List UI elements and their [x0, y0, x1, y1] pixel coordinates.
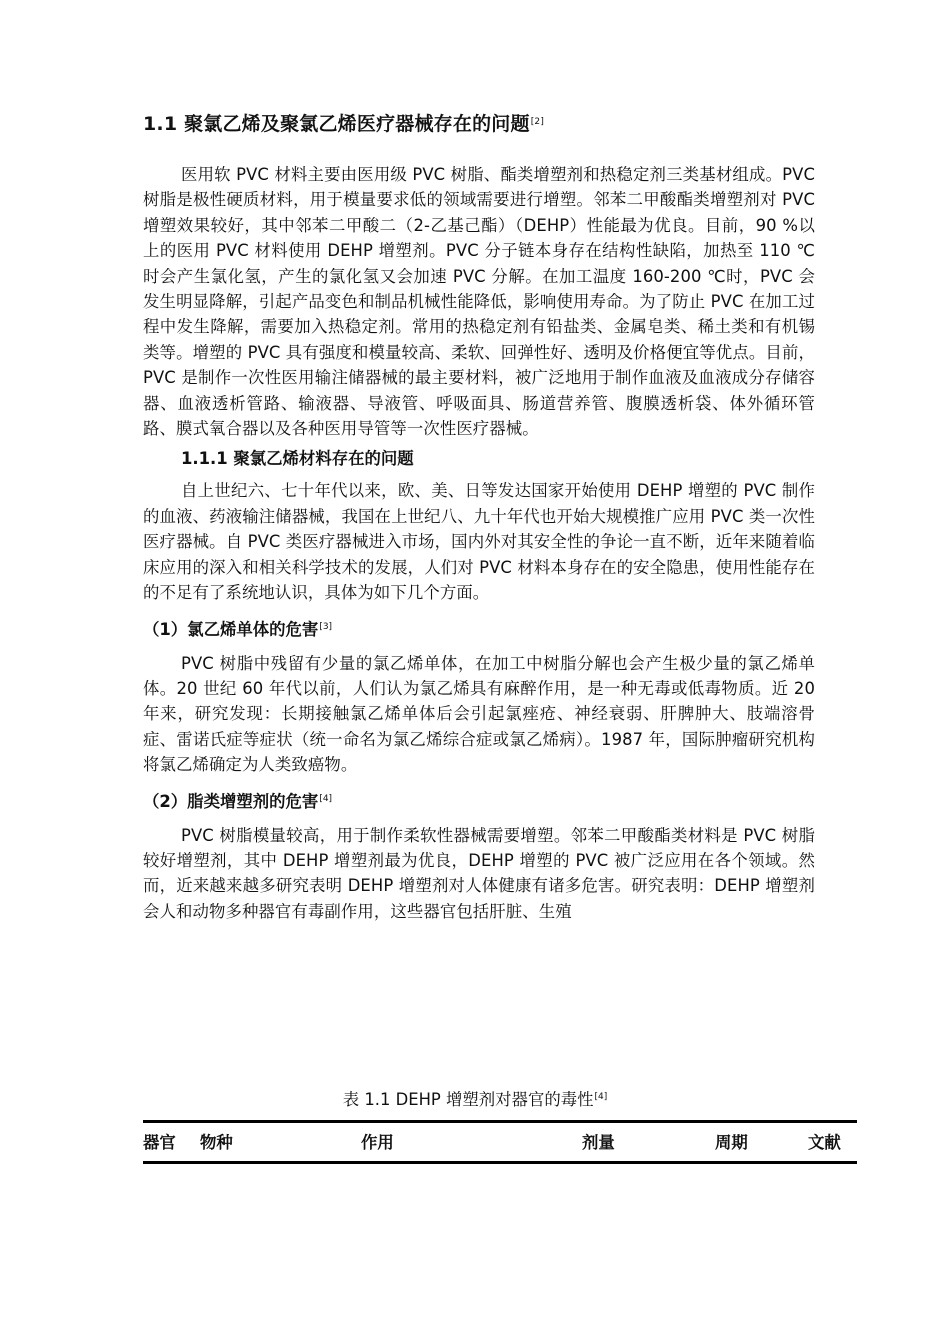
- caption-text: 表 1.1 DEHP 增塑剂对器官的毒性: [342, 1090, 594, 1109]
- section-title: 1.1 聚氯乙烯及聚氯乙烯医疗器械存在的问题: [143, 113, 530, 135]
- column-header: 作用: [361, 1133, 394, 1152]
- column-header: 剂量: [582, 1133, 615, 1152]
- column-header: 器官: [143, 1133, 176, 1152]
- document-body: [143, 104, 815, 924]
- toxicity-table: [143, 1120, 857, 1164]
- item-heading: [143, 614, 815, 643]
- paragraph: PVC 树脂中残留有少量的氯乙烯单体，在加工中树脂分解也会产生极少量的氯乙烯单体。20 世纪 60 年代以前，人们认为氯乙烯具有麻醉作用，是一种无毒或低毒物质。近 20 年来，研究发现：长期接触氯乙烯单体后会引起氯痤疮、神经衰弱、肝脾肿大、肢端溶骨症、雷诺氏症等症状（统一命名为氯乙烯综合症或氯乙烯病）。1987 年，国际肿瘤研究机构将氯乙烯确定为人类致癌物。: [143, 653, 815, 775]
- table-header-rule: [143, 1161, 857, 1164]
- citation-ref: [4]: [319, 793, 333, 804]
- citation-ref: [2]: [530, 117, 545, 127]
- subsection-heading: 1.1.1 聚氯乙烯材料存在的问题: [181, 449, 414, 469]
- paragraph: 自上世纪六、七十年代以来，欧、美、日等发达国家开始使用 DEHP 增塑的 PVC 制作的血液、药液输注储器械，我国在上世纪八、九十年代也开始大规模推广应用 PVC 类一次性医疗器械。自 PVC 类医疗器械进入市场，国内外对其安全性的争论一直不断，近年来随着临床应用的深入和相关科学技术的发展，人们对 PVC 材料本身存在的安全隐患，使用性能存在的不足有了系统地认识，具体为如下几个方面。: [143, 481, 815, 603]
- column-header: 周期: [715, 1133, 748, 1152]
- citation-ref: [3]: [319, 621, 333, 632]
- paragraph: 医用软 PVC 材料主要由医用级 PVC 树脂、酯类增塑剂和热稳定剂三类基材组成。PVC 树脂是极性硬质材料，用于模量要求低的领域需要进行增塑。邻苯二甲酸酯类增塑剂对 PVC 增塑效果较好，其中邻苯二甲酸二（2-乙基己酯）（DEHP）性能最为优良。目前，90 %以上的医用 PVC 材料使用 DEHP 增塑剂。PVC 分子链本身存在结构性缺陷，加热至 110 ℃时会产生氯化氢，产生的氯化氢又会加速 PVC 分解。在加工温度 160-200 ℃时，PVC 会发生明显降解，引起产品变色和制品机械性能降低，影响使用寿命。为了防止 PVC 在加工过程中发生降解，需要加入热稳定剂。常用的热稳定剂有铅盐类、金属皂类、稀土类和有机锡类等。增塑的 PVC 具有强度和模量较高、柔软、回弹性好、透明及价格便宜等优点。目前，PVC 是制作一次性医用输注储器械的最主要材料，被广泛地用于制作血液及血液成分存储容器、血液透析管路、输液器、导液管、呼吸面具、肠道营养管、腹膜透析袋、体外循环管路、膜式氧合器以及各种医用导管等一次性医疗器械。: [143, 165, 815, 439]
- item-heading: [143, 786, 815, 815]
- column-header: 物种: [200, 1133, 233, 1152]
- paragraph: PVC 树脂模量较高，用于制作柔软性器械需要增塑。邻苯二甲酸酯类材料是 PVC 树脂较好增塑剂，其中 DEHP 增塑剂最为优良，DEHP 增塑的 PVC 被广泛应用在各个领域。然而，近来越来越多研究表明 DEHP 增塑剂对人体健康有诸多危害。研究表明：DEHP 增塑剂会人和动物多种器官有毒副作用，这些器官包括肝脏、生殖: [143, 825, 815, 921]
- citation-ref: [4]: [594, 1092, 608, 1102]
- item-title: （1）氯乙烯单体的危害: [143, 619, 319, 639]
- table-caption: [0, 1085, 950, 1112]
- table-header-row: [143, 1123, 857, 1161]
- column-header: 文献: [808, 1133, 841, 1152]
- section-heading: [143, 104, 815, 142]
- item-title: （2）脂类增塑剂的危害: [143, 791, 319, 811]
